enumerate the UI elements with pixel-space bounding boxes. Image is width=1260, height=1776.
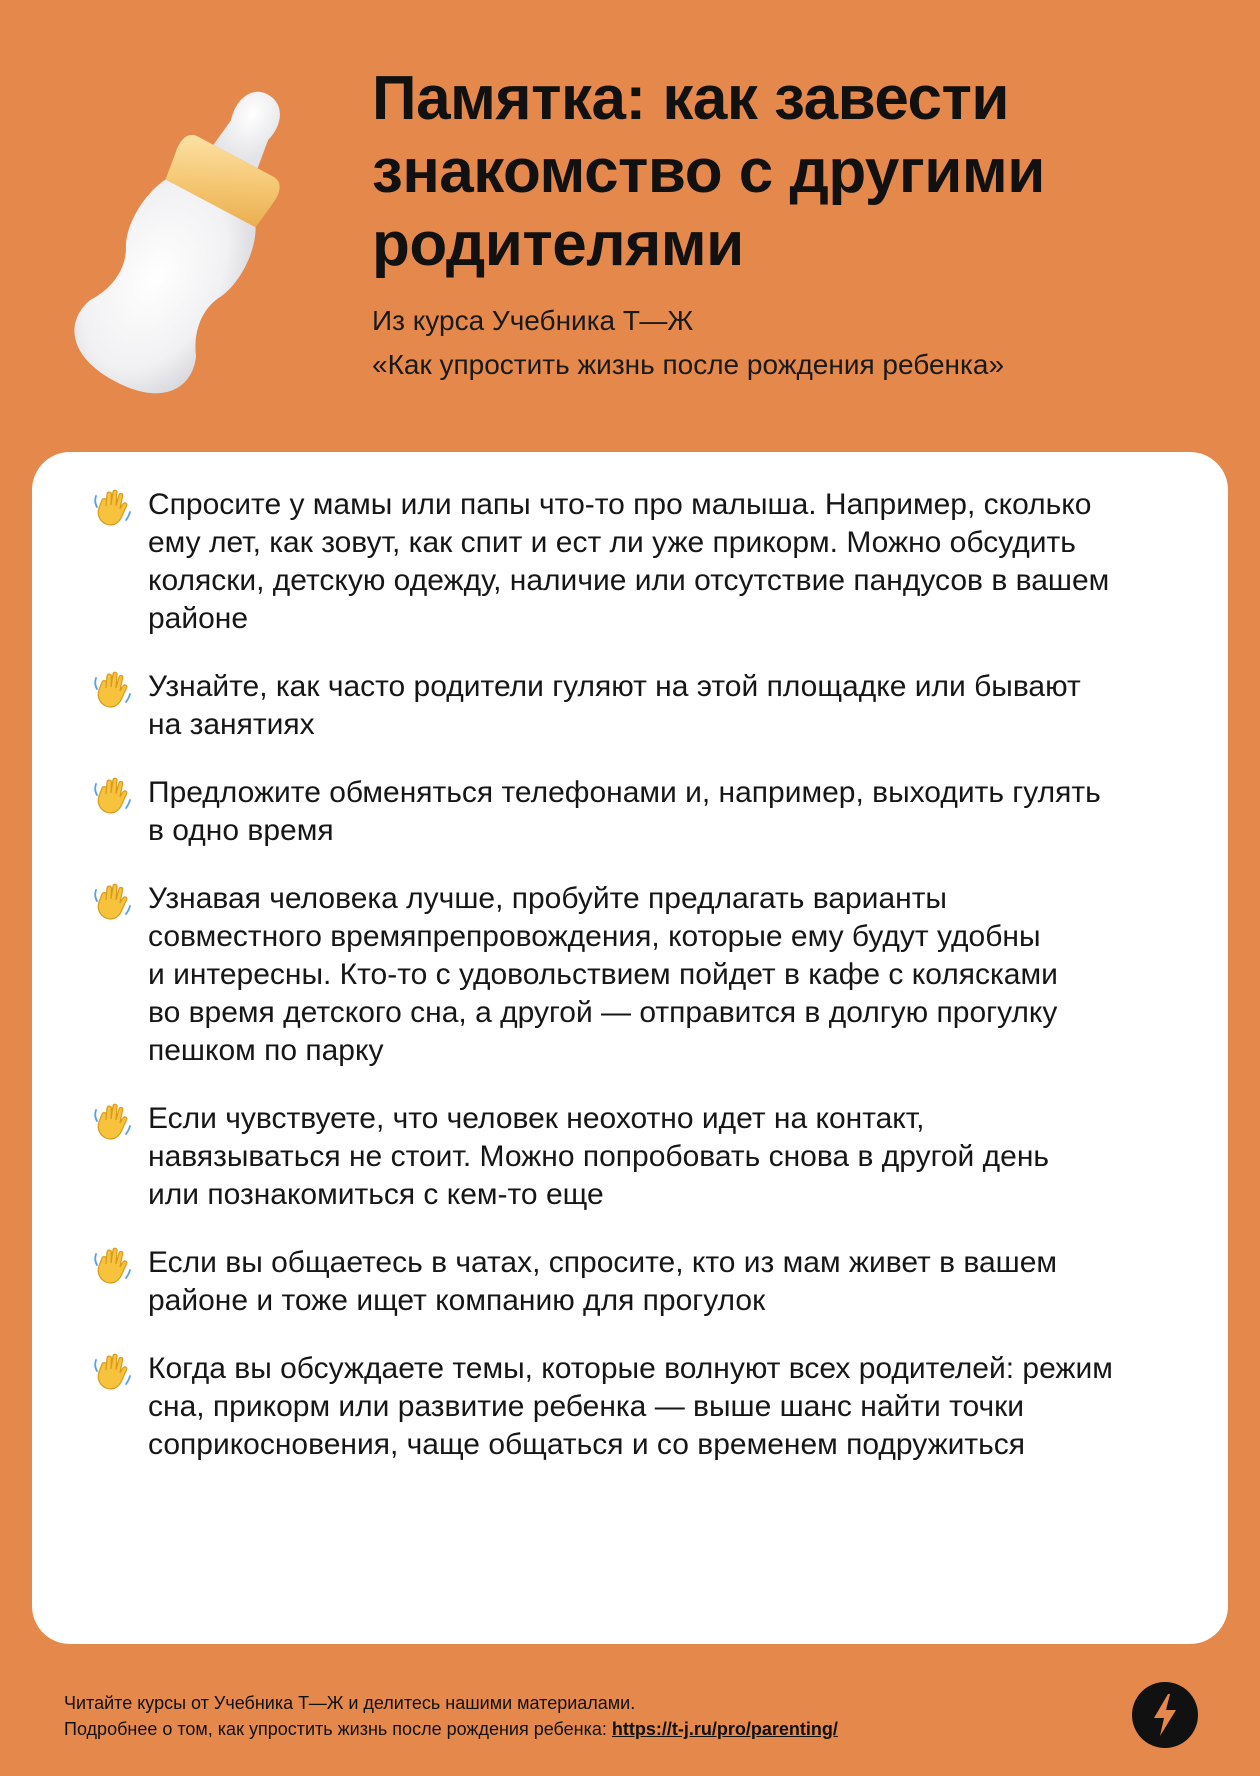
waving-hand-icon <box>94 670 132 710</box>
lightning-logo-icon[interactable] <box>1132 1682 1198 1748</box>
list-item <box>62 1244 1188 1320</box>
list-item <box>62 774 1188 850</box>
list-item <box>62 1350 1188 1464</box>
title-line: Памятка: как завести <box>372 64 1010 133</box>
list-item <box>62 1100 1188 1214</box>
tip-text: Когда вы обсуждаете темы, которые волнуют всех родителей: режим сна, прикорм или развитие ребенка — выше шанс найти точки соприкосновения, чаще общаться и со временем подружиться <box>148 1352 1113 1461</box>
waving-hand-icon <box>94 1352 132 1392</box>
title-line: знакомство с другими <box>372 137 1045 206</box>
header <box>372 62 1232 387</box>
waving-hand-icon <box>94 1102 132 1142</box>
course-link[interactable]: https://t-j.ru/pro/parenting/ <box>611 1719 838 1739</box>
tip-text: Узнавая человека лучше, пробуйте предлагать варианты совместного времяпрепровождения, которые ему будут удобны и интересны. Кто-то с удовольствием пойдет в кафе с колясками во время детского сна, а другой — отправится в долгую прогулку пешком по парку <box>148 882 1058 1067</box>
waving-hand-icon <box>94 776 132 816</box>
page-title <box>372 62 1232 281</box>
tips-list <box>32 452 1228 1464</box>
tip-text: Если чувствуете, что человек неохотно идет на контакт, навязываться не стоит. Можно попробовать снова в другой день или познакомиться с кем-то еще <box>148 1102 1050 1211</box>
title-line: родителями <box>372 210 744 279</box>
tip-text: Если вы общаетесь в чатах, спросите, кто из мам живет в вашем районе и тоже ищет компанию для прогулок <box>148 1246 1058 1317</box>
tip-text: Предложите обменяться телефонами и, например, выходить гулять в одно время <box>148 776 1101 847</box>
subtitle-line: «Как упростить жизнь после рождения ребенка» <box>372 349 1005 380</box>
waving-hand-icon <box>94 1246 132 1286</box>
tip-text: Спросите у мамы или папы что-то про малыша. Например, сколько ему лет, как зовут, как спит и ест ли уже прикорм. Можно обсудить коляски, детскую одежду, наличие или отсутствие пандусов в вашем районе <box>148 488 1110 635</box>
subtitle <box>372 299 1232 387</box>
tips-card <box>32 452 1228 1644</box>
footer-text: Читайте курсы от Учебника Т—Ж и делитесь нашими материалами. <box>64 1693 636 1713</box>
footer-text-prefix: Подробнее о том, как упростить жизнь после рождения ребенка: <box>64 1719 612 1739</box>
footer <box>64 1690 838 1742</box>
tip-text: Узнайте, как часто родители гуляют на этой площадке или бывают на занятиях <box>148 670 1081 741</box>
baby-bottle-icon <box>40 70 300 400</box>
subtitle-line: Из курса Учебника Т—Ж <box>372 305 694 336</box>
list-item <box>62 880 1188 1070</box>
list-item <box>62 668 1188 744</box>
list-item <box>62 486 1188 638</box>
waving-hand-icon <box>94 882 132 922</box>
footer-text <box>64 1716 838 1742</box>
waving-hand-icon <box>94 488 132 528</box>
